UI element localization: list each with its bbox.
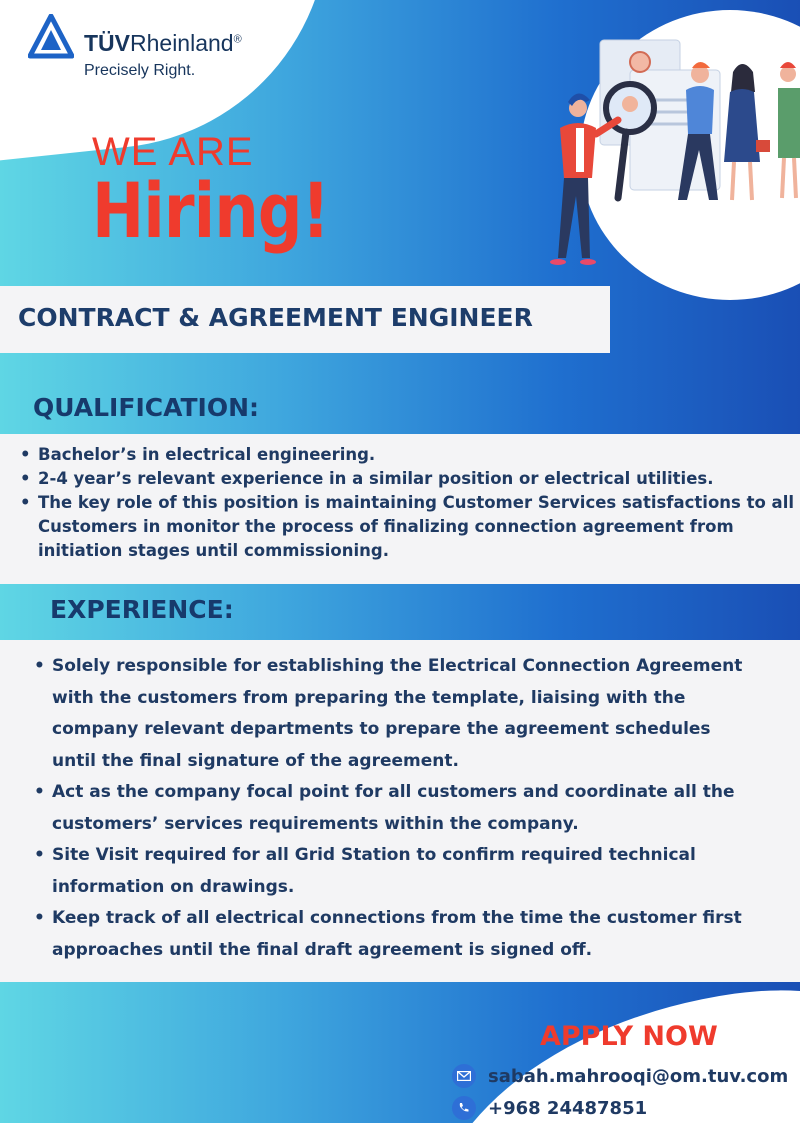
- qualification-list: [20, 443, 800, 563]
- phone-number[interactable]: +968 24487851: [488, 1097, 648, 1119]
- recruitment-magnifier-illustration-icon: [530, 30, 800, 280]
- phone-contact[interactable]: [452, 1096, 647, 1120]
- email-contact[interactable]: [452, 1064, 788, 1088]
- phone-icon: [452, 1096, 476, 1120]
- apply-now-label: APPLY NOW: [540, 1021, 718, 1052]
- list-item: • Bachelor’s in electrical engineering.: [20, 443, 800, 467]
- list-item: • The key role of this position is maintaining Customer Services satisfactions to all Customers in monitor the process of finalizing connection agreement from initiation stages until commissioning.: [20, 491, 800, 563]
- brand-name: TÜVRheinland®: [84, 30, 242, 56]
- headline-we-are: WE ARE: [92, 130, 254, 174]
- tuv-triangle-logo-icon: [28, 14, 74, 60]
- experience-heading: EXPERIENCE:: [50, 595, 234, 624]
- envelope-icon: [452, 1064, 476, 1088]
- qualification-heading: QUALIFICATION:: [33, 393, 260, 422]
- list-item: • Site Visit required for all Grid Station to confirm required technical information on drawings.: [34, 840, 754, 903]
- list-item: • Act as the company focal point for all customers and coordinate all the customers’ services requirements within the company.: [34, 777, 754, 840]
- email-address[interactable]: sabah.mahrooqi@om.tuv.com: [488, 1065, 789, 1087]
- headline-hiring: Hiring!: [92, 166, 330, 255]
- brand-tagline: Precisely Right.: [84, 62, 196, 79]
- experience-list: [34, 651, 754, 966]
- list-item: • Solely responsible for establishing the Electrical Connection Agreement with the customers from preparing the template, liaising with the company relevant departments to prepare the agreement schedules until the final signature of the agreement.: [34, 651, 754, 777]
- list-item: • Keep track of all electrical connections from the time the customer first approaches until the final draft agreement is signed off.: [34, 903, 754, 966]
- job-title: CONTRACT & AGREEMENT ENGINEER: [18, 303, 533, 332]
- list-item: • 2-4 year’s relevant experience in a similar position or electrical utilities.: [20, 467, 800, 491]
